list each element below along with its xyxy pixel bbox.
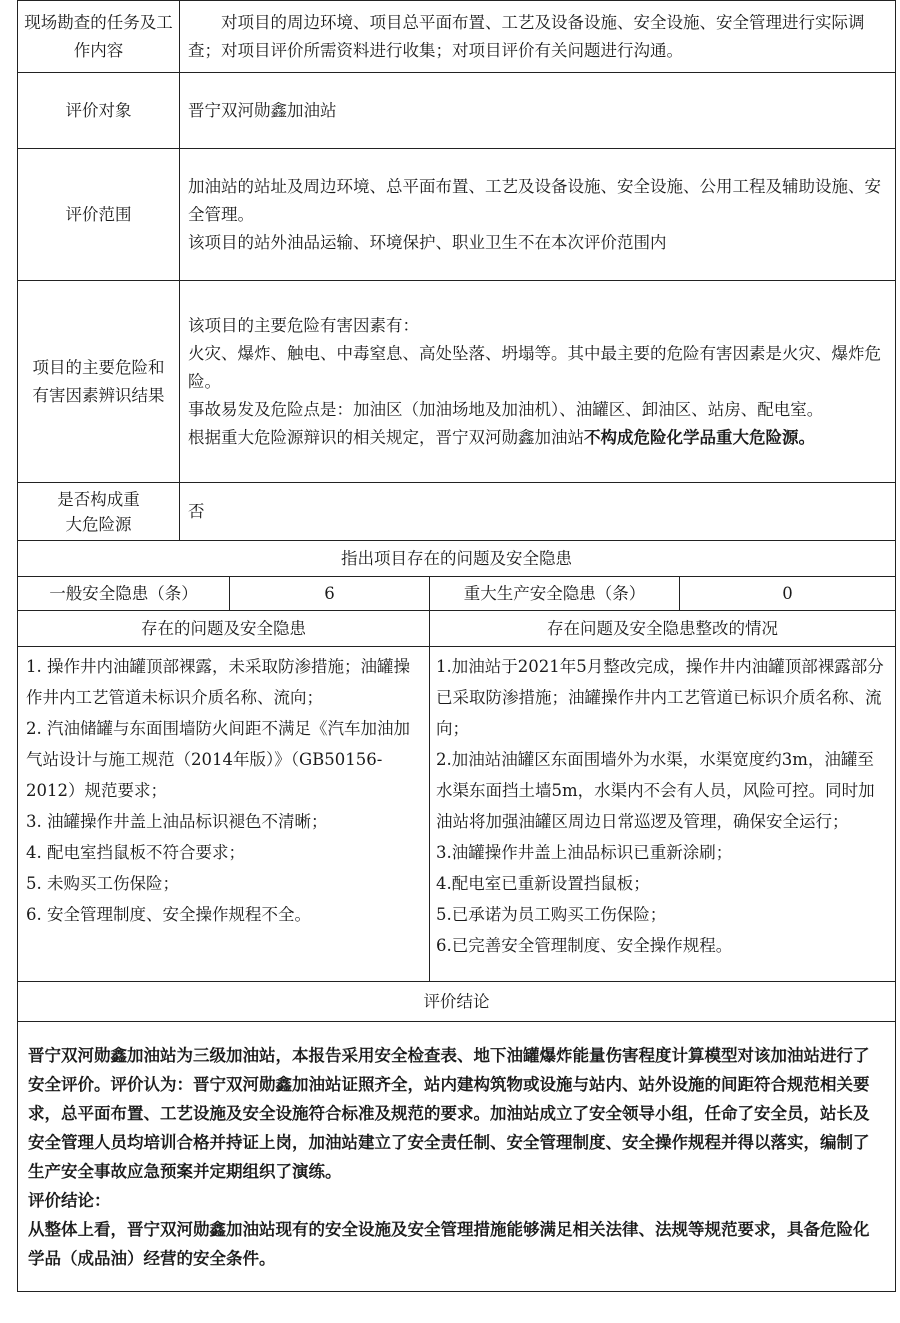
list-item: 5. 未购买工伤保险； <box>26 874 179 893</box>
conclusion-header: 评价结论 <box>18 982 896 1022</box>
eval-scope-line: 加油站的站址及周边环境、总平面布置、工艺及设备设施、安全设施、公用工程及辅助设施、安全管理。 <box>188 176 881 224</box>
general-hazards-label: 一般安全隐患（条） <box>18 577 230 611</box>
major-hazard-row <box>18 483 896 541</box>
conclusion-sub-label: 评价结论： <box>28 1190 111 1210</box>
evaluation-document <box>17 0 895 1292</box>
list-item: 1.加油站于2021年5月整改完成，操作井内油罐顶部裸露部分已采取防渗措施；油罐操作井内工艺管道已标识介质名称、流向； <box>436 657 884 738</box>
site-survey-row <box>18 1 896 73</box>
major-hazard-label: 是否构成重大危险源 <box>18 483 180 541</box>
issues-header: 指出项目存在的问题及安全隐患 <box>18 541 896 577</box>
hazards-line: 火灾、爆炸、触电、中毒窒息、高处坠落、坍塌等。其中最主要的危险有害因素是火灾、爆炸危险。 <box>188 343 881 391</box>
conclusion-text <box>18 1022 896 1292</box>
conclusion-header-row <box>18 982 896 1022</box>
site-survey-label: 现场勘查的任务及工作内容 <box>18 1 180 73</box>
hazards-line: 该项目的主要危险有害因素有： <box>188 315 419 335</box>
major-hazards-value: 0 <box>680 577 896 611</box>
list-item: 6. 安全管理制度、安全操作规程不全。 <box>26 905 311 924</box>
list-item: 2.加油站油罐区东面围墙外为水渠，水渠宽度约3m，油罐至水渠东面挡土墙5m，水渠内不会有人员，风险可控。同时加油站将加强油罐区周边日常巡逻及管理，确保安全运行； <box>436 750 875 831</box>
fixes-column-header: 存在问题及安全隐患整改的情况 <box>430 611 896 647</box>
eval-scope-label: 评价范围 <box>18 149 180 281</box>
eval-object-value: 晋宁双河勋鑫加油站 <box>180 73 896 149</box>
site-survey-text: 对项目的周边环境、项目总平面布置、工艺及设备设施、安全设施、安全管理进行实际调查；对项目评价所需资料进行收集；对项目评价有关问题进行沟通。 <box>188 12 865 60</box>
major-hazards-label: 重大生产安全隐患（条） <box>430 577 680 611</box>
conclusion-body: 晋宁双河勋鑫加油站为三级加油站，本报告采用安全检查表、地下油罐爆炸能量伤害程度计算模型对该加油站进行了安全评价。评价认为：晋宁双河勋鑫加油站证照齐全，站内建构筑物或设施与站内、站外设施的间距符合规范相关要求，总平面布置、工艺设施及安全设施符合标准及规范的要求。加油站成立了安全领导小组，任命了安全员，站长及安全管理人员均培训合格并持证上岗，加油站建立了安全责任制、安全管理制度、安全操作规程并得以落实，编制了生产安全事故应急预案并定期组织了演练。 <box>28 1045 870 1181</box>
hazards-row <box>18 281 896 483</box>
issues-column-header: 存在的问题及安全隐患 <box>18 611 430 647</box>
eval-scope-line: 该项目的站外油品运输、环境保护、职业卫生不在本次评价范围内 <box>188 232 667 252</box>
major-hazard-value: 否 <box>180 483 896 541</box>
hazards-line <box>188 424 887 452</box>
list-item: 1. 操作井内油罐顶部裸露，未采取防渗措施；油罐操作井内工艺管道未标识介质名称、流向； <box>26 657 410 707</box>
conclusion-row <box>18 1022 896 1292</box>
hazards-final-bold: 不构成危险化学品重大危险源。 <box>584 427 815 447</box>
counts-row <box>18 577 896 611</box>
issues-fixes-row <box>18 647 896 982</box>
evaluation-table <box>17 0 896 1292</box>
conclusion-final: 从整体上看，晋宁双河勋鑫加油站现有的安全设施及安全管理措施能够满足相关法律、法规等规范要求，具备危险化学品（成品油）经营的安全条件。 <box>28 1219 870 1268</box>
hazards-final-prefix: 根据重大危险源辩识的相关规定，晋宁双河勋鑫加油站 <box>188 427 584 447</box>
eval-scope-text <box>180 149 896 281</box>
issues-header-row <box>18 541 896 577</box>
fixes-list <box>430 647 896 982</box>
eval-object-row <box>18 73 896 149</box>
list-item: 2. 汽油储罐与东面围墙防火间距不满足《汽车加油加气站设计与施工规范（2014年版）》（GB50156-2012）规范要求； <box>26 719 410 800</box>
general-hazards-value: 6 <box>230 577 430 611</box>
columns-header-row <box>18 611 896 647</box>
list-item: 3. 油罐操作井盖上油品标识褪色不清晰； <box>26 812 328 831</box>
list-item: 6.已完善安全管理制度、安全操作规程。 <box>436 936 733 955</box>
list-item: 5.已承诺为员工购买工伤保险； <box>436 905 667 924</box>
eval-object-label: 评价对象 <box>18 73 180 149</box>
list-item: 4. 配电室挡鼠板不符合要求； <box>26 843 245 862</box>
issues-list <box>18 647 430 982</box>
list-item: 4.配电室已重新设置挡鼠板； <box>436 874 650 893</box>
list-item: 3.油罐操作井盖上油品标识已重新涂刷； <box>436 843 733 862</box>
hazards-text <box>180 281 896 483</box>
site-survey-cell <box>180 1 896 73</box>
hazards-line: 事故易发及危险点是：加油区（加油场地及加油机）、油罐区、卸油区、站房、配电室。 <box>188 399 824 419</box>
hazards-label: 项目的主要危险和有害因素辨识结果 <box>18 281 180 483</box>
eval-scope-row <box>18 149 896 281</box>
